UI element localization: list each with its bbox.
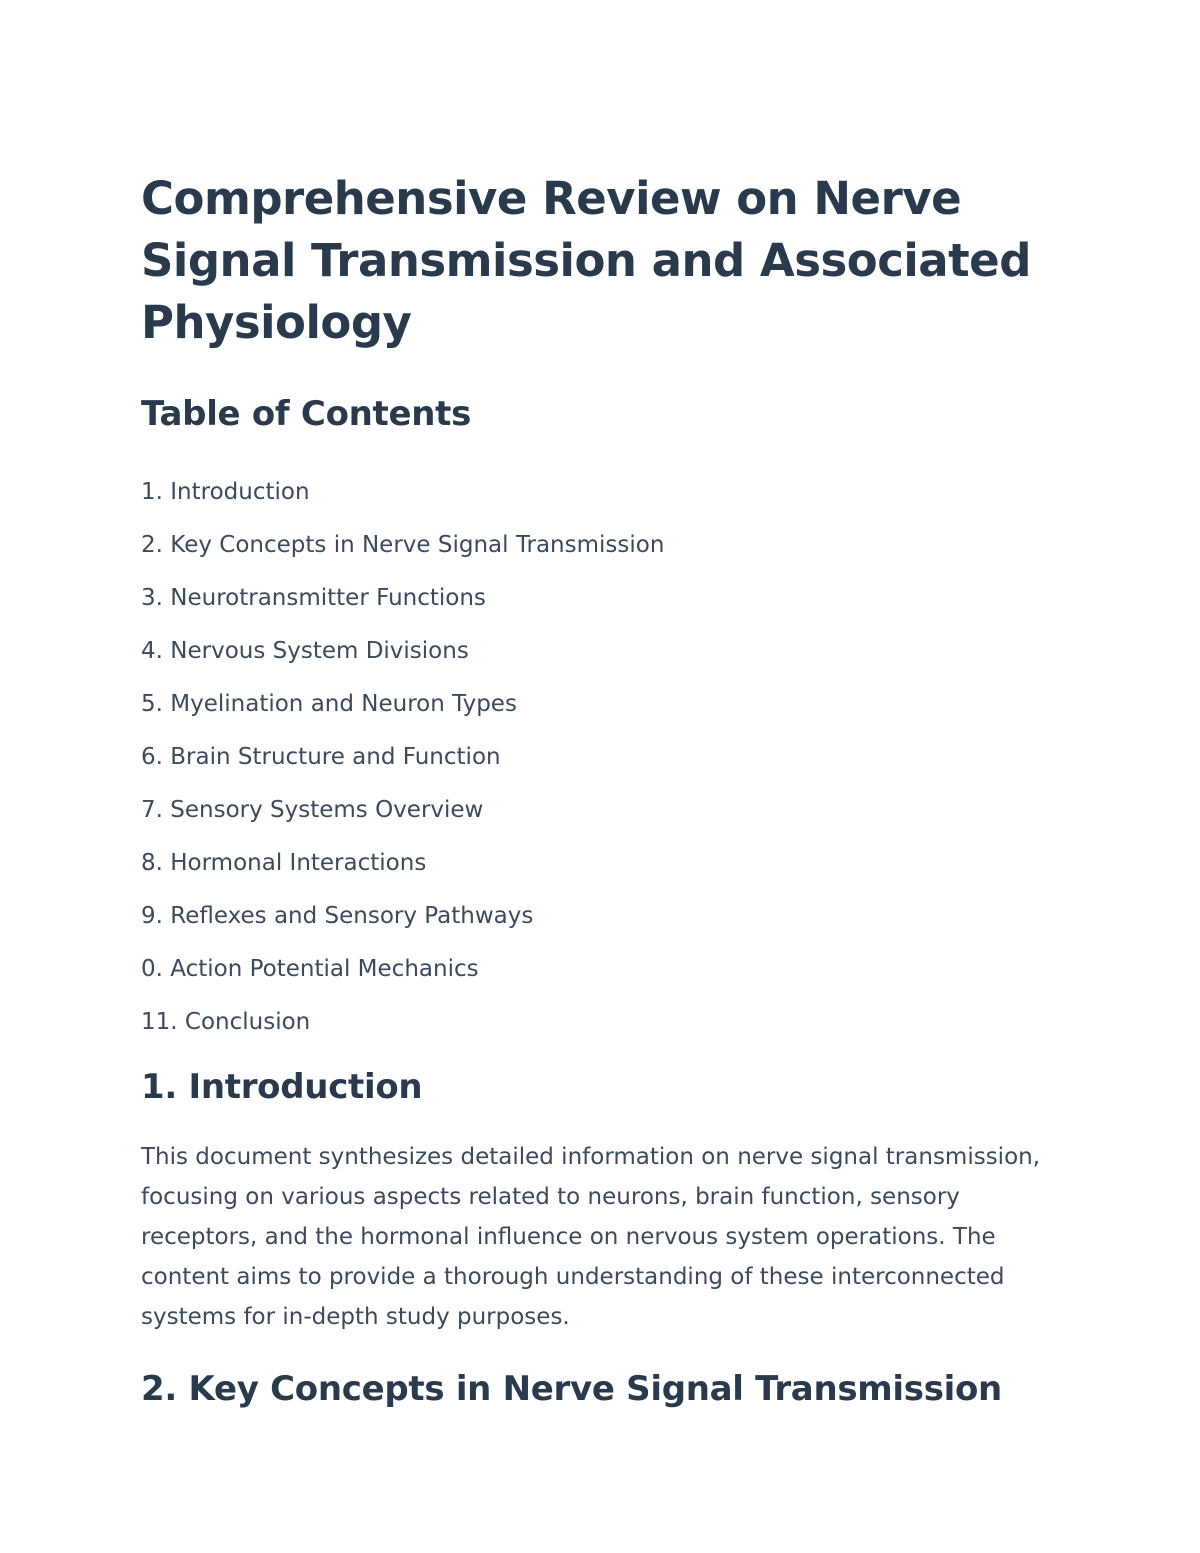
document-page <box>141 168 1071 1413</box>
toc-item-key-concepts[interactable] <box>141 519 1071 572</box>
toc-item-label: Myelination and Neuron Types <box>170 691 517 717</box>
section-body-introduction: This document synthesizes detailed information on nerve signal transmission, focusing on various aspects related to neurons, brain function, sensory receptors, and the hormonal influence on nervous system operations. The content aims to provide a thorough understanding of these interconnected systems for in-depth study purposes. <box>141 1144 1041 1330</box>
toc-item-introduction[interactable] <box>141 466 1071 519</box>
toc-item-conclusion[interactable] <box>141 996 1071 1049</box>
toc-item-label: Introduction <box>170 479 310 505</box>
toc-item-nervous-system-divisions[interactable] <box>141 625 1071 678</box>
toc-item-label: Hormonal Interactions <box>170 850 427 876</box>
section-heading-key-concepts: 2. Key Concepts in Nerve Signal Transmission <box>141 1369 1002 1409</box>
toc-item-label: Sensory Systems Overview <box>170 797 484 823</box>
section-heading-introduction: 1. Introduction <box>141 1067 423 1107</box>
toc-item-reflexes[interactable] <box>141 890 1071 943</box>
toc-item-myelination[interactable] <box>141 678 1071 731</box>
toc-item-number: 5. <box>141 691 163 717</box>
toc-heading: Table of Contents <box>141 394 472 434</box>
document-title: Comprehensive Review on Nerve Signal Transmission and Associated Physiology <box>141 172 1031 349</box>
toc-item-number: 2. <box>141 532 163 558</box>
toc-item-label: Reflexes and Sensory Pathways <box>170 903 534 929</box>
toc-item-hormonal-interactions[interactable] <box>141 837 1071 890</box>
toc-item-number: 9. <box>141 903 163 929</box>
toc-item-brain-structure[interactable] <box>141 731 1071 784</box>
toc-item-number: 3. <box>141 585 163 611</box>
toc-item-label: Neurotransmitter Functions <box>170 585 486 611</box>
toc-item-label: Brain Structure and Function <box>170 744 501 770</box>
toc-item-label: Conclusion <box>184 1009 311 1035</box>
toc-item-number: 0. <box>141 956 163 982</box>
toc-item-neurotransmitter-functions[interactable] <box>141 572 1071 625</box>
toc-item-label: Nervous System Divisions <box>170 638 469 664</box>
toc-item-number: 7. <box>141 797 163 823</box>
toc-item-number: 8. <box>141 850 163 876</box>
toc-item-number: 11. <box>141 1009 178 1035</box>
toc-item-sensory-systems[interactable] <box>141 784 1071 837</box>
toc-item-number: 6. <box>141 744 163 770</box>
toc-item-number: 1. <box>141 479 163 505</box>
toc-item-label: Key Concepts in Nerve Signal Transmission <box>170 532 665 558</box>
table-of-contents <box>141 466 1071 1049</box>
toc-item-action-potential[interactable] <box>141 943 1071 996</box>
toc-item-label: Action Potential Mechanics <box>170 956 479 982</box>
toc-item-number: 4. <box>141 638 163 664</box>
